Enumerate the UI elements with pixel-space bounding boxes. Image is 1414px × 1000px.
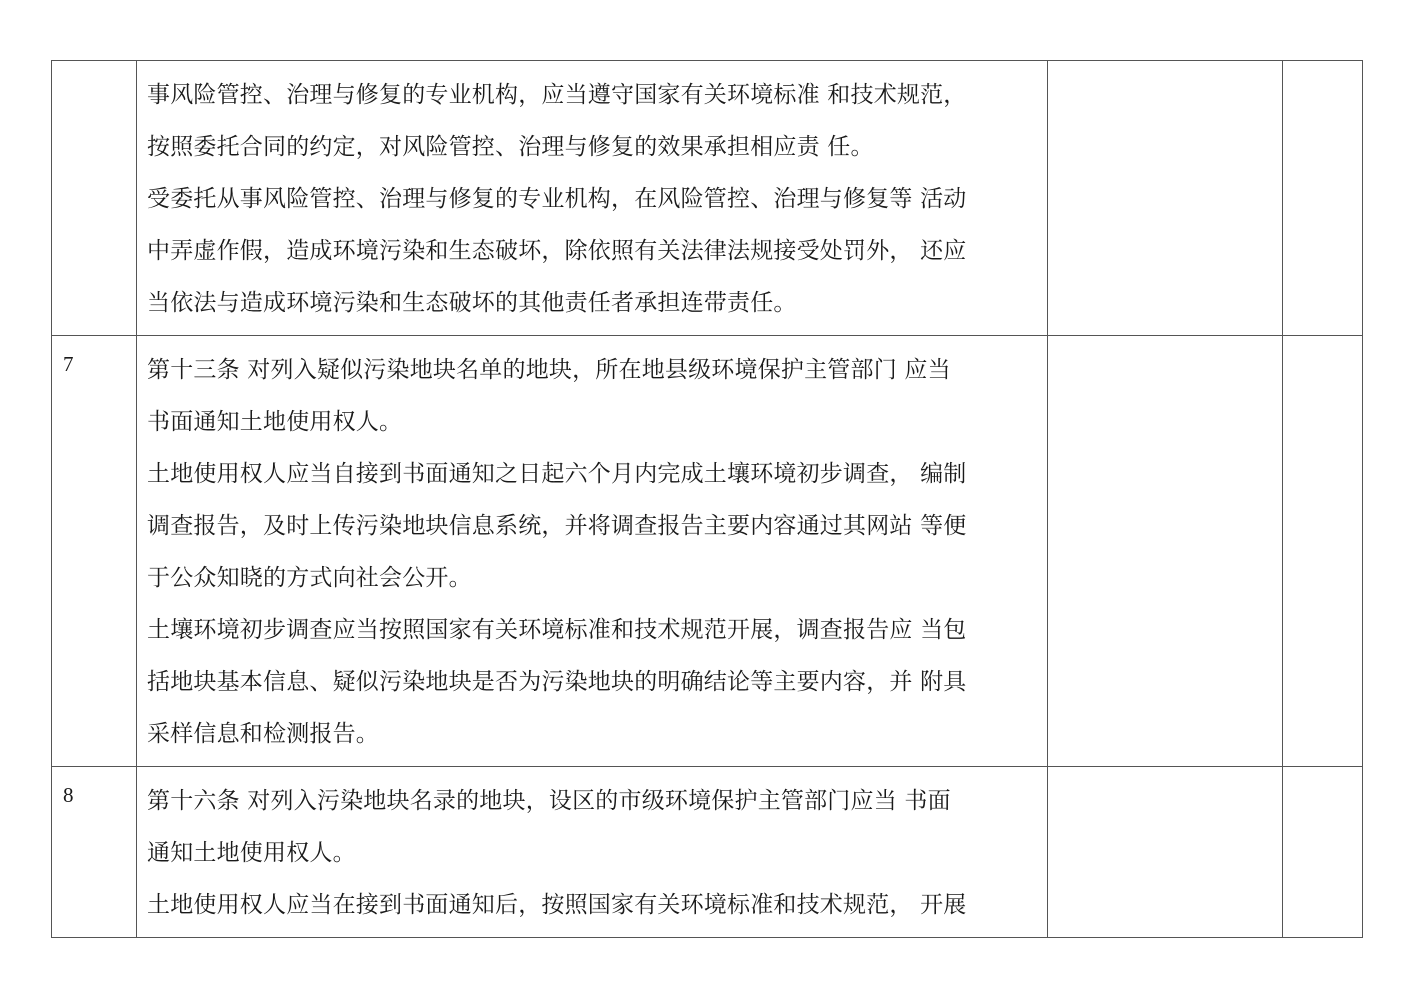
clause-line: 土壤环境初步调查应当按照国家有关环境标准和技术规范开展，调查报告应 当包 [147,617,967,643]
clause-content-cell [137,336,1048,767]
empty-cell [1048,336,1283,767]
clause-line: 土地使用权人应当在接到书面通知后，按照国家有关环境标准和技术规范， 开展 [147,892,967,918]
clause-line: 第十六条 对列入污染地块名录的地块，设区的市级环境保护主管部门应当 书面 [147,788,951,814]
clause-line: 中弄虚作假，造成环境污染和生态破坏，除依照有关法律法规接受处罚外， 还应 [147,238,967,264]
row-number: 8 [63,783,74,807]
clause-content-cell [137,61,1048,336]
clause-line: 通知土地使用权人。 [147,840,356,866]
clause-line: 按照委托合同的约定，对风险管控、治理与修复的效果承担相应责 任。 [147,134,874,160]
row-number [52,61,136,77]
table-row [52,336,1363,767]
clause-line: 第十三条 对列入疑似污染地块名单的地块，所在地县级环境保护主管部门 应当 [147,357,951,383]
clause-line: 书面通知土地使用权人。 [147,409,403,435]
clause-line: 事风险管控、治理与修复的专业机构，应当遵守国家有关环境标准 和技术规范， [147,82,967,108]
clause-content-cell [137,767,1048,938]
clause-line: 当依法与造成环境污染和生态破坏的其他责任者承担连带责任。 [147,290,797,316]
empty-cell [1048,61,1283,336]
clause-line: 土地使用权人应当自接到书面通知之日起六个月内完成土壤环境初步调查， 编制 [147,461,967,487]
regulation-table [51,60,1363,938]
row-number: 7 [63,352,74,376]
clause-line: 于公众知晓的方式向社会公开。 [147,565,472,591]
empty-cell [1283,336,1363,767]
row-number-cell [52,767,137,938]
clause-line: 采样信息和检测报告。 [147,721,379,747]
clause-line: 括地块基本信息、疑似污染地块是否为污染地块的明确结论等主要内容，并 附具 [147,669,967,695]
empty-cell [1283,61,1363,336]
table-row [52,767,1363,938]
clause-line: 调查报告，及时上传污染地块信息系统，并将调查报告主要内容通过其网站 等便 [147,513,967,539]
empty-cell [1283,767,1363,938]
row-number-cell [52,336,137,767]
table-row [52,61,1363,336]
row-number-cell [52,61,137,336]
empty-cell [1048,767,1283,938]
clause-line: 受委托从事风险管控、治理与修复的专业机构，在风险管控、治理与修复等 活动 [147,186,967,212]
